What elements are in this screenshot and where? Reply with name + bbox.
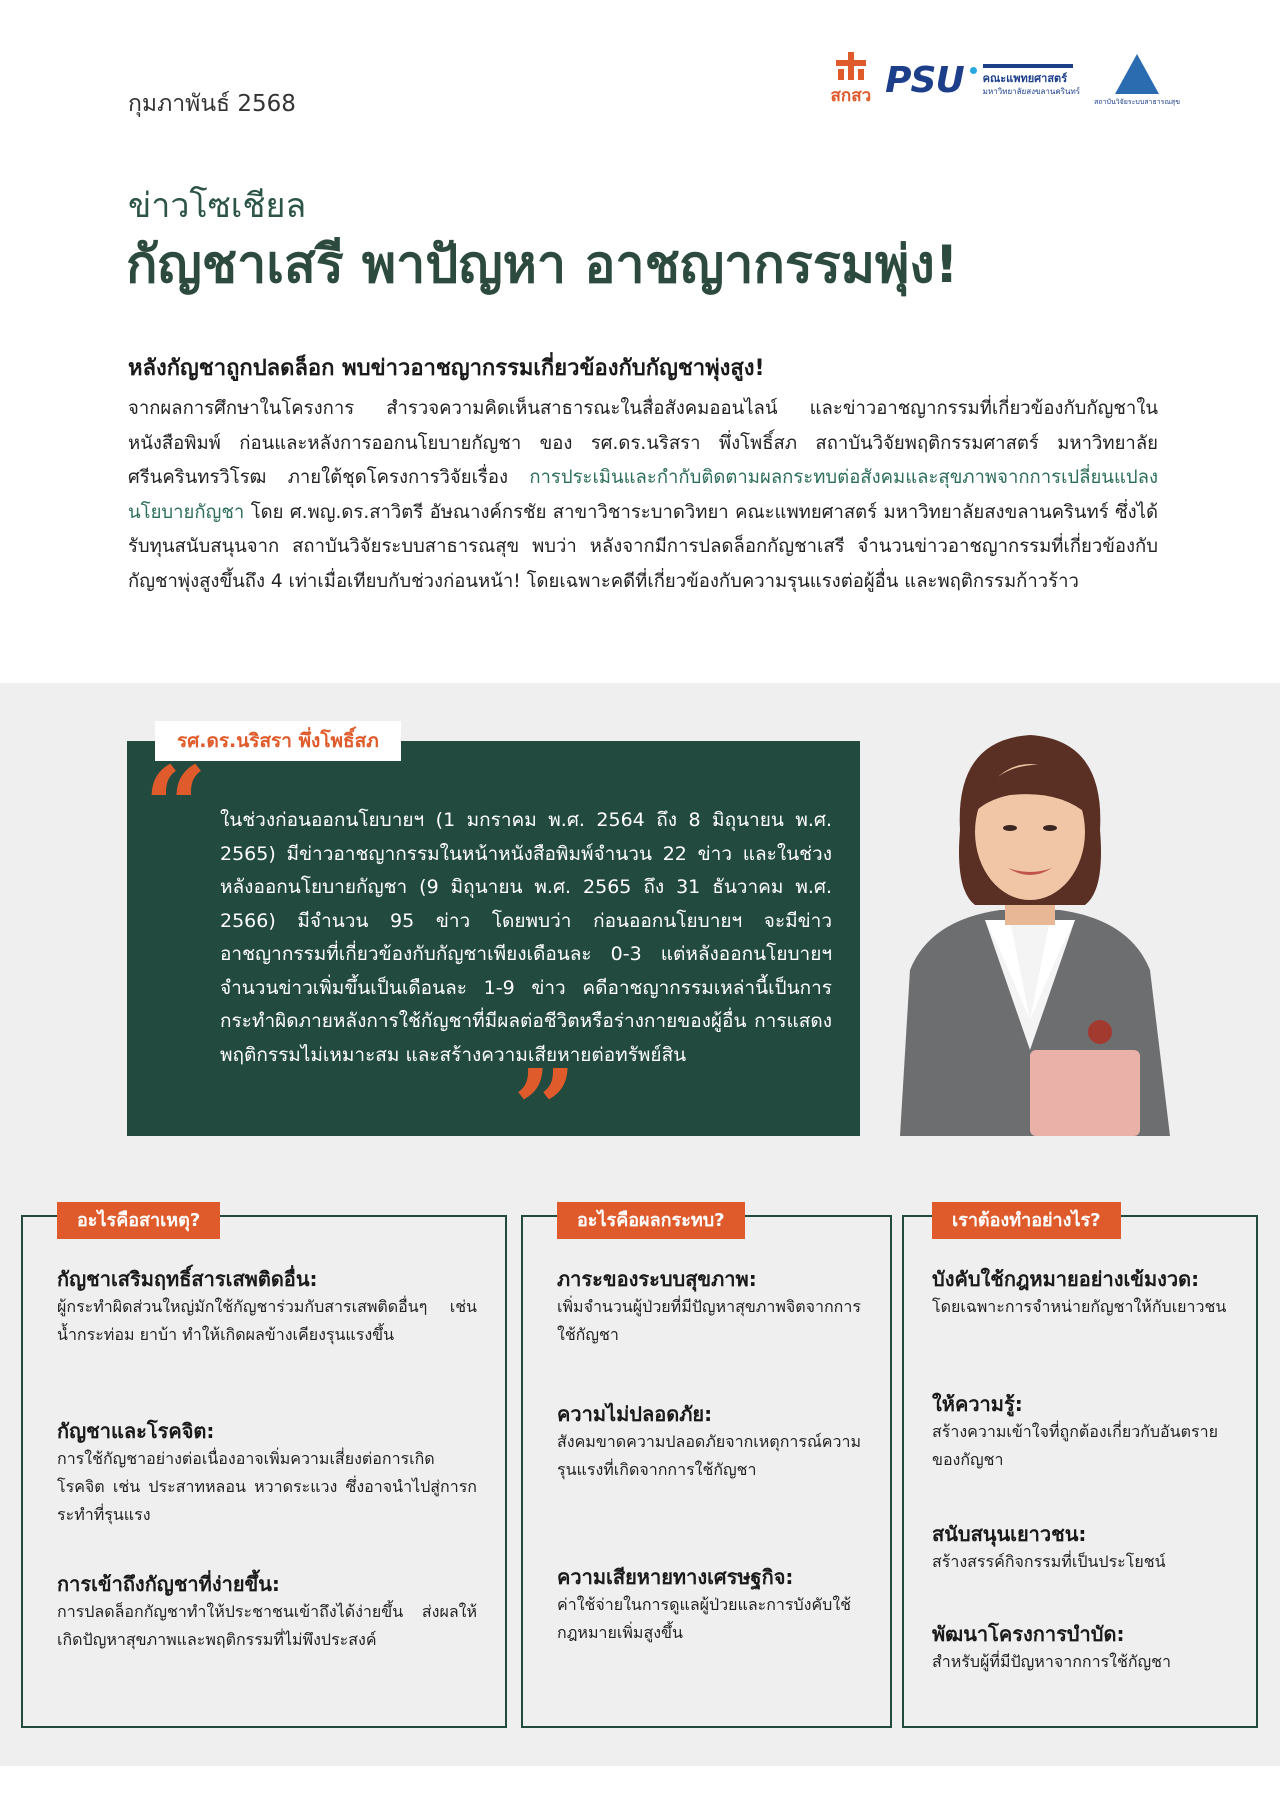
cause-item [57, 1572, 477, 1654]
action-item [932, 1267, 1237, 1321]
cause-item-desc: การปลดล็อกกัญชาทำให้ประชาชนเข้าถึงได้ง่ายขึ้น ส่งผลให้เกิดปัญหาสุขภาพและพฤติกรรมที่ไม่พึงประสงค์ [57, 1602, 477, 1649]
date-line: กุมภาพันธ์ 2568 [128, 91, 296, 117]
cause-item-title: กัญชาและโรคจิต: [57, 1419, 215, 1443]
actions-tag: เราต้องทำอย่างไร? [932, 1202, 1121, 1239]
article-subhead: หลังกัญชาถูกปลดล็อก พบข่าวอาชญากรรมเกี่ยวข้องกับกัญชาพุ่งสูง! [128, 356, 765, 381]
cause-item-desc: ผู้กระทำผิดส่วนใหญ่มักใช้กัญชาร่วมกับสารเสพติดอื่นๆ เช่น น้ำกระท่อม ยาบ้า ทำให้เกิดผลข้างเคียงรุนแรงขึ้น [57, 1297, 477, 1344]
article-lead [128, 392, 1158, 599]
action-item [932, 1622, 1237, 1676]
cause-item [57, 1419, 477, 1529]
hsri-logo [1094, 54, 1180, 108]
impact-item [557, 1565, 867, 1647]
hsri-logo-text: สถาบันวิจัยระบบสาธารณสุข [1094, 97, 1180, 106]
causes-column [21, 1210, 507, 1728]
tsri-logo-text: สกสว [830, 86, 872, 106]
impact-item [557, 1402, 867, 1484]
action-item-title: ให้ความรู้: [932, 1392, 1023, 1416]
action-item-title: บังคับใช้กฎหมายอย่างเข้มงวด: [932, 1267, 1200, 1291]
quote-speaker-tag: รศ.ดร.นริสรา พึ่งโพธิ์สภ [155, 721, 401, 761]
impact-item-title: ความไม่ปลอดภัย: [557, 1402, 713, 1426]
psu-faculty-name: คณะแพทยศาสตร์ [982, 71, 1068, 85]
impact-item-title: ความเสียหายทางเศรษฐกิจ: [557, 1565, 794, 1589]
action-item [932, 1392, 1237, 1474]
quote-text: ในช่วงก่อนออกนโยบายฯ (1 มกราคม พ.ศ. 2564 ถึง 8 มิถุนายน พ.ศ. 2565) มีข่าวอาชญากรรมในหน้าหนังสือพิมพ์จำนวน 22 ข่าว และในช่วงหลังออกนโยบายกัญชา (9 มิถุนายน พ.ศ. 2565 ถึง 31 ธันวาคม พ.ศ. 2566) มีจำนวน 95 ข่าว โดยพบว่า ก่อนออกนโยบายฯ จะมีข่าวอาชญากรรมที่เกี่ยวข้องกับกัญชาเพียงเดือนละ 0-3 แต่หลังออกนโยบายฯ จำนวนข่าวเพิ่มขึ้นเป็นเดือนละ 1-9 ข่าว คดีอาชญากรรมเหล่านี้เป็นการกระทำผิดภายหลังการใช้กัญชาที่มีผลต่อชีวิตหรือร่างกายของผู้อื่น การแสดงพฤติกรรมไม่เหมาะสม และสร้างความเสียหายต่อทรัพย์สิน [220, 809, 832, 1066]
article-kicker: ข่าวโซเชียล [128, 186, 307, 226]
cause-item-title: กัญชาเสริมฤทธิ์สารเสพติดอื่น: [57, 1267, 318, 1291]
impacts-column [521, 1210, 892, 1728]
impact-item-title: ภาระของระบบสุขภาพ: [557, 1267, 757, 1291]
impact-item-desc: สังคมขาดความปลอดภัยจากเหตุการณ์ความรุนแรงที่เกิดจากการใช้กัญชา [557, 1432, 862, 1479]
action-item-desc: โดยเฉพาะการจำหน่ายกัญชาให้กับเยาวชน [932, 1297, 1227, 1316]
psu-medicine-logo [885, 60, 1080, 101]
action-item-title: พัฒนาโครงการบำบัด: [932, 1622, 1125, 1646]
psu-dot-icon [970, 67, 977, 74]
lead-project-highlight: การประเมินและกำกับติดตามผลกระทบต่อสังคมและสุขภาพจากการเปลี่ยนแปลงนโยบายกัญชา [128, 467, 1158, 523]
partner-logos [831, 52, 1180, 109]
hsri-triangle-icon [1115, 54, 1159, 94]
tsri-logo [831, 52, 872, 109]
action-item-desc: สร้างสรรค์กิจกรรมที่เป็นประโยชน์ [932, 1552, 1166, 1571]
open-quote-icon: “ [144, 742, 208, 871]
impacts-tag: อะไรคือผลกระทบ? [557, 1202, 745, 1239]
cause-item-desc: การใช้กัญชาอย่างต่อเนื่องอาจเพิ่มความเสี่ยงต่อการเกิดโรคจิต เช่น ประสาทหลอน หวาดระแวง ซึ่งอาจนำไปสู่การกระทำที่รุนแรง [57, 1449, 477, 1524]
lead-text-1: จากผลการศึกษาในโครงการ สำรวจความคิดเห็นสาธารณะในสื่อสังคมออนไลน์ และข่าวอาชญากรรมที่เกี่ยวข้องกับกัญชาในหนังสือพิมพ์ ก่อนและหลังการออกนโยบายกัญชา ของ รศ.ดร.นริสรา พึ่งโพธิ์สภ สถาบันวิจัยพฤติกรรมศาสตร์ มหาวิทยาลัยศรีนครินทรวิโรฒ ภายใต้ชุดโครงการวิจัยเรื่อง [128, 398, 1158, 488]
speaker-portrait [860, 720, 1180, 1136]
lead-text-2: โดย ศ.พญ.ดร.สาวิตรี อัษณางค์กรชัย สาขาวิชาระบาดวิทยา คณะแพทยศาสตร์ มหาวิทยาลัยสงขลานครินทร์ ซึ่งได้รับทุนสนับสนุนจาก สถาบันวิจัยระบบสาธารณสุข พบว่า หลังจากมีการปลดล็อกกัญชาเสรี จำนวนข่าวอาชญากรรมที่เกี่ยวข้องกับกัญชาพุ่งสูงขึ้นถึง 4 เท่าเมื่อเทียบกับช่วงก่อนหน้า! โดยเฉพาะคดีที่เกี่ยวข้องกับความรุนแรงต่อผู้อื่น และพฤติกรรมก้าวร้าว [128, 501, 1158, 592]
psu-university-name: มหาวิทยาลัยสงขลานครินทร์ [982, 86, 1081, 96]
cause-item-title: การเข้าถึงกัญชาที่ง่ายขึ้น: [57, 1572, 280, 1596]
article-headline: กัญชาเสรี พาปัญหา อาชญากรรมพุ่ง! [126, 235, 959, 295]
cause-item [57, 1267, 477, 1349]
action-item-desc: สร้างความเข้าใจที่ถูกต้องเกี่ยวกับอันตรายของกัญชา [932, 1422, 1218, 1469]
actions-column [902, 1210, 1258, 1728]
psu-mark: PSU [885, 60, 964, 101]
causes-tag: อะไรคือสาเหตุ? [57, 1202, 220, 1239]
impact-item [557, 1267, 867, 1349]
impact-item-desc: ค่าใช้จ่ายในการดูแลผู้ป่วยและการบังคับใช้กฎหมายเพิ่มสูงขึ้น [557, 1595, 851, 1642]
action-item [932, 1522, 1237, 1576]
impact-item-desc: เพิ่มจำนวนผู้ป่วยที่มีปัญหาสุขภาพจิตจากการใช้กัญชา [557, 1297, 861, 1344]
close-quote-icon: ” [513, 1045, 577, 1174]
action-item-title: สนับสนุนเยาวชน: [932, 1522, 1087, 1546]
action-item-desc: สำหรับผู้ที่มีปัญหาจากการใช้กัญชา [932, 1652, 1171, 1671]
tsri-mark-icon [836, 52, 866, 80]
